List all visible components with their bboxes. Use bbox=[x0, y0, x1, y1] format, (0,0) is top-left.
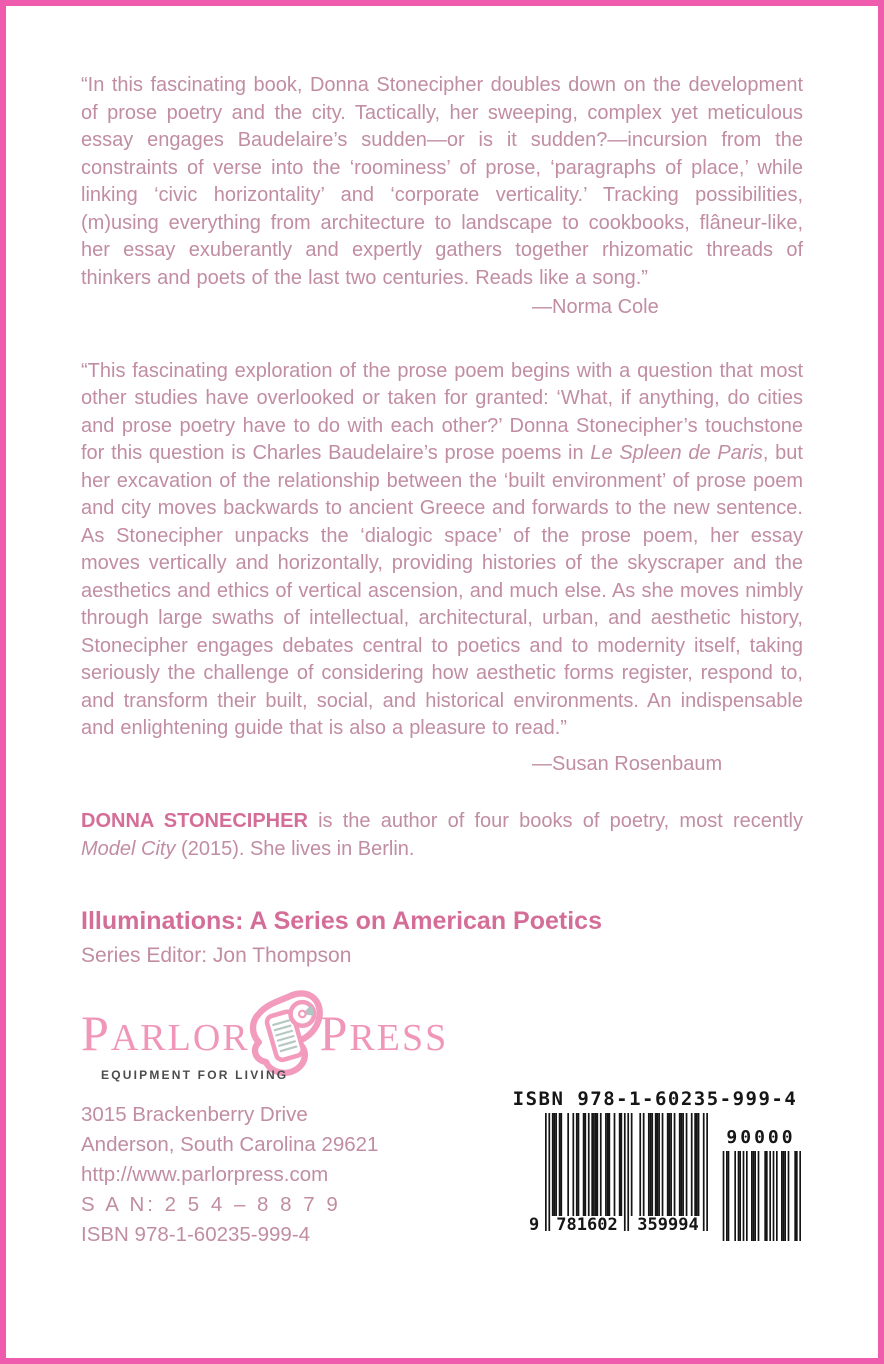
barcode-isbn-text: ISBN 978-1-60235-999-4 bbox=[512, 1088, 798, 1110]
ean5-supplement-barcode bbox=[721, 1113, 801, 1241]
ean5-supplement-bars-icon bbox=[721, 1151, 801, 1241]
series-title: Illuminations: A Series on American Poetics bbox=[81, 907, 602, 935]
logo-letter: P bbox=[81, 1005, 111, 1061]
barcode-digits bbox=[529, 1215, 708, 1235]
publisher-website: http://www.parlorpress.com bbox=[81, 1163, 329, 1186]
review-attribution-1: —Norma Cole bbox=[532, 296, 659, 318]
bottom-row bbox=[81, 1088, 803, 1250]
logo-word-press bbox=[319, 1005, 449, 1061]
parlor-press-logo-mark-icon bbox=[247, 986, 325, 1080]
logo-letter: P bbox=[319, 1005, 350, 1061]
review-quote-2: “This fascinating exploration of the prose poem begins with a question that most other studies have overlooked or taken for granted: ‘What, if anything, do cities and prose poetry have to do with each other?’ Donna Stonecipher’s touchstone for this question is Charles Baudelaire’s prose poems in Le Spleen de Paris, but her excavation of the relationship between the ‘built environment’ of prose poem and city moves backwards to ancient Greece and forwards to the new sentence. As Stonecipher unpacks the ‘dialogic space’ of the prose poem, her essay moves vertically and horizontally, providing histories of the skyscraper and the aesthetics and ethics of vertical ascension, and much else. As she moves nimbly through large swaths of intellectual, architectural, urban, and aesthetic history, Stonecipher engages debates central to poetics and to modernity itself, taking seriously the challenge of considering how aesthetic forms register, respond to, and transform their built, social, and historical environments. An indispensable and enlightening guide that is also a pleasure to read.” bbox=[81, 359, 803, 739]
ean13-barcode-bars-icon bbox=[545, 1113, 708, 1231]
publisher-logo-row bbox=[81, 996, 803, 1061]
cover-content bbox=[6, 6, 878, 1250]
series-editor: Series Editor: Jon Thompson bbox=[81, 944, 352, 967]
ean13-barcode bbox=[529, 1113, 708, 1235]
isbn-barcode-block bbox=[507, 1088, 803, 1250]
publisher-san: S A N: 2 5 4 – 8 8 7 9 bbox=[81, 1193, 341, 1216]
publisher-isbn: ISBN 978-1-60235-999-4 bbox=[81, 1223, 311, 1246]
publisher-logo bbox=[81, 996, 803, 1082]
address-line-1: 3015 Brackenberry Drive bbox=[81, 1103, 308, 1126]
address-line-2: Anderson, South Carolina 29621 bbox=[81, 1133, 379, 1156]
barcode-right-digits: 359994 bbox=[637, 1215, 699, 1235]
barcode-lead-digit: 9 bbox=[529, 1215, 540, 1235]
logo-letters: ARLOR bbox=[110, 1017, 250, 1059]
review-quote-1: “In this fascinating book, Donna Stonecipher doubles down on the development of prose poetry and the city. Tactically, her sweeping, complex yet meticulous essay engages Baudelaire’s sudden—or is it sudden?—incursion from the constraints of verse into the ‘roominess’ of prose, ‘paragraphs of place,’ while linking ‘civic horizontality’ and ‘corporate verticality.’ Tracking possibilities, (m)using everything from architecture to landscape to cookbooks, flâneur-like, her essay exuberantly and expertly gathers together rhizomatic threads of thinkers and poets of the last two centuries. Reads like a song.” bbox=[81, 74, 803, 289]
review-attribution-2: —Susan Rosenbaum bbox=[532, 752, 723, 775]
publisher-tagline: EQUIPMENT FOR LIVING bbox=[101, 1068, 289, 1082]
logo-word-parlor bbox=[81, 1005, 250, 1061]
publisher-address-block bbox=[81, 1088, 378, 1250]
author-bio: DONNA STONECIPHER is the author of four books of poetry, most recently Model City (2015). She lives in Berlin. bbox=[81, 810, 803, 860]
logo-letters: RESS bbox=[349, 1017, 449, 1059]
barcode-bars-row bbox=[507, 1113, 803, 1241]
barcode-supplement-text: 90000 bbox=[726, 1127, 796, 1148]
barcode-left-digits: 781602 bbox=[556, 1215, 618, 1235]
